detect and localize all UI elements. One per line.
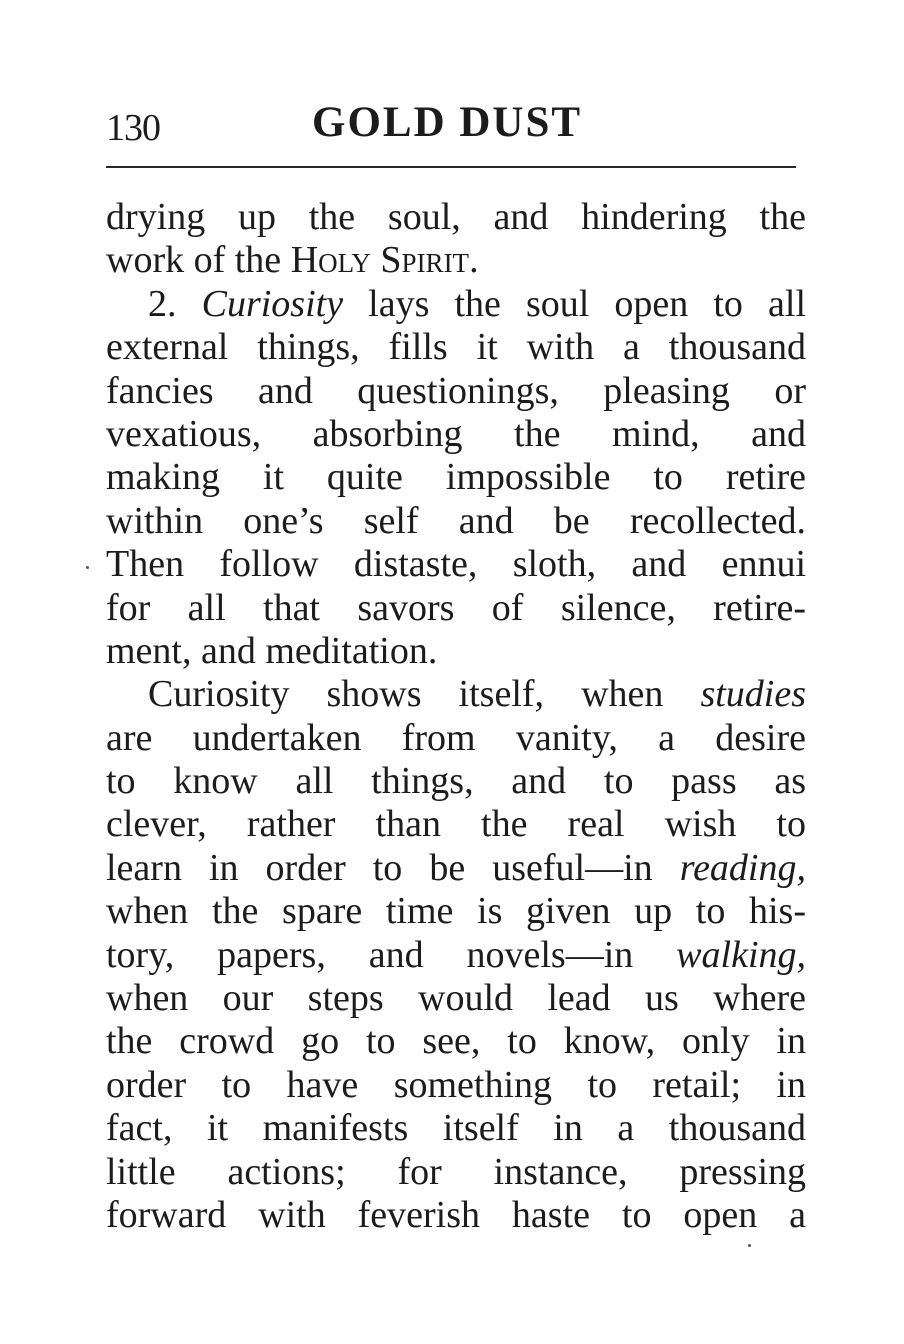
text-line xyxy=(106,456,806,499)
text-run: drying up the soul, and hindering the xyxy=(106,196,806,238)
text-run: order to have something to retail; in xyxy=(106,1063,806,1106)
text-line xyxy=(106,934,806,977)
text-run: tory, papers, and novels—in xyxy=(106,933,677,976)
text-line xyxy=(106,1151,806,1194)
text-line xyxy=(106,760,806,803)
text-line xyxy=(106,630,806,673)
text-run: to know all things, and to pass as xyxy=(106,760,806,803)
text-line xyxy=(106,977,806,1020)
text-run: the crowd go to see, to know, only in xyxy=(106,1020,806,1063)
text-run: when the spare time is given up to his- xyxy=(106,890,806,933)
text-run: fact, it manifests itself in a thousand xyxy=(106,1107,806,1150)
text-run: forward with feverish haste to open a xyxy=(106,1193,806,1236)
body-text xyxy=(106,196,806,1237)
text-run: fancies and questionings, pleasing or xyxy=(106,369,806,412)
text-run: 2. xyxy=(148,282,202,325)
text-run: when our steps would lead us where xyxy=(106,977,806,1020)
text-run: lays the soul open to all xyxy=(343,282,806,325)
text-line xyxy=(106,196,806,239)
italic-text: reading, xyxy=(679,846,806,889)
text-line xyxy=(106,283,806,326)
margin-speck xyxy=(86,566,89,569)
text-line xyxy=(106,326,806,369)
text-run: are undertaken from vanity, a desire xyxy=(106,716,806,759)
text-run: within one’s self and be recollected. xyxy=(106,499,806,542)
header-rule xyxy=(106,166,796,168)
text-line xyxy=(106,1194,806,1237)
text-line xyxy=(106,413,806,456)
text-line xyxy=(106,847,806,890)
text-line xyxy=(106,500,806,543)
italic-text: Curiosity xyxy=(201,282,344,325)
running-head-title: GOLD DUST xyxy=(312,99,583,146)
text-run: Then follow distaste, sloth, and ennui xyxy=(106,543,806,586)
text-line xyxy=(106,673,806,716)
text-run: vexatious, absorbing the mind, and xyxy=(106,412,806,455)
text-run: clever, rather than the real wish to xyxy=(106,803,806,846)
small-caps-text: Holy Spirit xyxy=(290,239,470,282)
text-run: making it quite impossible to retire xyxy=(106,456,806,499)
text-line xyxy=(106,370,806,413)
text-line xyxy=(106,803,806,846)
text-line xyxy=(106,717,806,760)
text-line xyxy=(106,1064,806,1107)
margin-speck xyxy=(748,1244,751,1247)
text-run: work of the xyxy=(106,239,291,282)
page-number: 130 xyxy=(106,107,160,149)
text-run: Curiosity shows itself, when xyxy=(148,673,701,716)
text-run: . xyxy=(469,239,479,282)
text-line xyxy=(106,1020,806,1063)
text-run: learn in order to be useful—in xyxy=(106,846,680,889)
italic-text: studies xyxy=(700,673,806,716)
text-line xyxy=(106,587,806,630)
page-header xyxy=(106,98,796,158)
text-line xyxy=(106,543,806,586)
italic-text: walking, xyxy=(676,933,806,976)
text-line xyxy=(106,239,806,282)
text-run: for all that savors of silence, retire- xyxy=(106,586,806,629)
text-line xyxy=(106,1107,806,1150)
text-run: little actions; for instance, pressing xyxy=(106,1150,806,1193)
text-run: ment, and meditation. xyxy=(106,629,438,672)
text-line xyxy=(106,890,806,933)
text-run: external things, fills it with a thousand xyxy=(106,326,806,369)
